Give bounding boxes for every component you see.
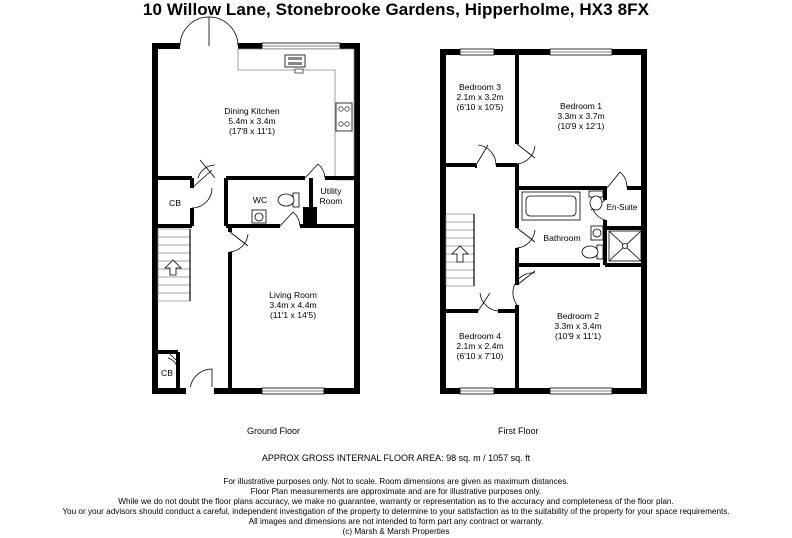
- dining-kitchen-imperial: (17'8 x 11'1): [228, 126, 276, 136]
- stairs-arrow-icon: [452, 246, 468, 262]
- bathroom-label: Bathroom: [543, 233, 581, 243]
- disclaimer-line: While we do not doubt the floor plans accuracy, we make no guarantee, warranty or representation as to the accuracy and completeness of the floor plan.: [118, 497, 674, 506]
- living-room-imperial: (11'1 x 14'5): [269, 310, 317, 320]
- stairs-up-arrow-icon: [165, 260, 181, 275]
- french-door-left-icon: [180, 17, 209, 46]
- bedroom4-label: Bedroom 4: [458, 331, 502, 341]
- page-title: 10 Willow Lane, Stonebrooke Gardens, Hipperholme, HX3 8FX: [142, 0, 650, 19]
- living-door-icon: [230, 232, 248, 252]
- utility-boiler: [303, 207, 317, 226]
- dining-kitchen-label: Dining Kitchen: [224, 106, 280, 116]
- living-room-metric: 3.4m x 4.4m: [269, 300, 317, 310]
- wc-label: WC: [252, 195, 268, 205]
- first-floor-plan: [443, 49, 644, 394]
- utility-label-line1: Utility: [320, 186, 342, 196]
- cb-lower-label: CB: [161, 368, 173, 378]
- disclaimer-line: (c) Marsh & Marsh Properties: [342, 527, 450, 536]
- disclaimer-line: Floor Plan measurements are approximate and are for illustrative purposes only.: [250, 487, 542, 496]
- ensuite-toilet-icon: [589, 191, 603, 210]
- bedroom3-label: Bedroom 3: [458, 82, 502, 92]
- wc-door-icon: [280, 212, 300, 226]
- disclaimer-line: All images and dimensions are not intended to form part any contract or warranty.: [248, 517, 544, 526]
- bedroom2-metric: 3.3m x 3.4m: [554, 321, 602, 331]
- disclaimer-line: For illustrative purposes only. Not to scale. Room dimensions are given as maximum distances.: [223, 477, 569, 486]
- bedroom1-metric: 3.3m x 3.7m: [557, 111, 605, 121]
- bath-icon: [522, 192, 580, 220]
- bathroom-toilet-icon: [582, 245, 603, 259]
- ensuite-label: En-Suite: [606, 203, 638, 212]
- cb-upper-label: CB: [169, 198, 181, 208]
- disclaimer: [0, 477, 792, 537]
- utility-label-line2: Room: [319, 196, 343, 206]
- utility-door-icon: [305, 164, 325, 178]
- bedroom2-label: Bedroom 2: [556, 311, 600, 321]
- ensuite-door-icon: [607, 172, 627, 188]
- dining-kitchen-metric: 5.4m x 3.4m: [228, 116, 276, 126]
- first-floor-label: First Floor: [498, 426, 539, 436]
- living-room-label: Living Room: [269, 290, 317, 300]
- bedroom4-metric: 2.1m x 2.4m: [456, 341, 504, 351]
- hob-icon: [336, 103, 352, 131]
- shower-icon: [609, 231, 641, 261]
- french-door-right-icon: [209, 17, 238, 46]
- bedroom1-label: Bedroom 1: [559, 101, 603, 111]
- bedroom4-door-icon: [478, 293, 498, 311]
- basin-icon: [252, 210, 266, 223]
- bedroom3-metric: 2.1m x 3.2m: [456, 92, 504, 102]
- bedroom3-door-icon: [476, 145, 496, 165]
- bedroom1-door-icon: [517, 144, 535, 164]
- ground-floor-label: Ground Floor: [247, 426, 301, 436]
- cb-door-icon: [192, 170, 212, 208]
- disclaimer-line: You or your advisors should conduct a careful, independent investigation of the property to determine to your satisfaction as to the suitability of the property for your space requirements.: [62, 507, 730, 516]
- bedroom3-imperial: (6'10 x 10'5): [456, 102, 504, 112]
- bedroom1-imperial: (10'9 x 12'1): [557, 121, 605, 131]
- bedroom4-imperial: (6'10 x 7'10): [456, 351, 504, 361]
- bathroom-basin-icon: [591, 226, 603, 240]
- bedroom2-imperial: (10'9 x 11'1): [554, 331, 602, 341]
- toilet-icon: [278, 193, 299, 207]
- ground-floor-plan: [155, 17, 357, 395]
- floor-area: APPROX GROSS INTERNAL FLOOR AREA: 98 sq. m / 1057 sq. ft: [261, 453, 531, 463]
- bathroom-door-icon: [517, 228, 535, 248]
